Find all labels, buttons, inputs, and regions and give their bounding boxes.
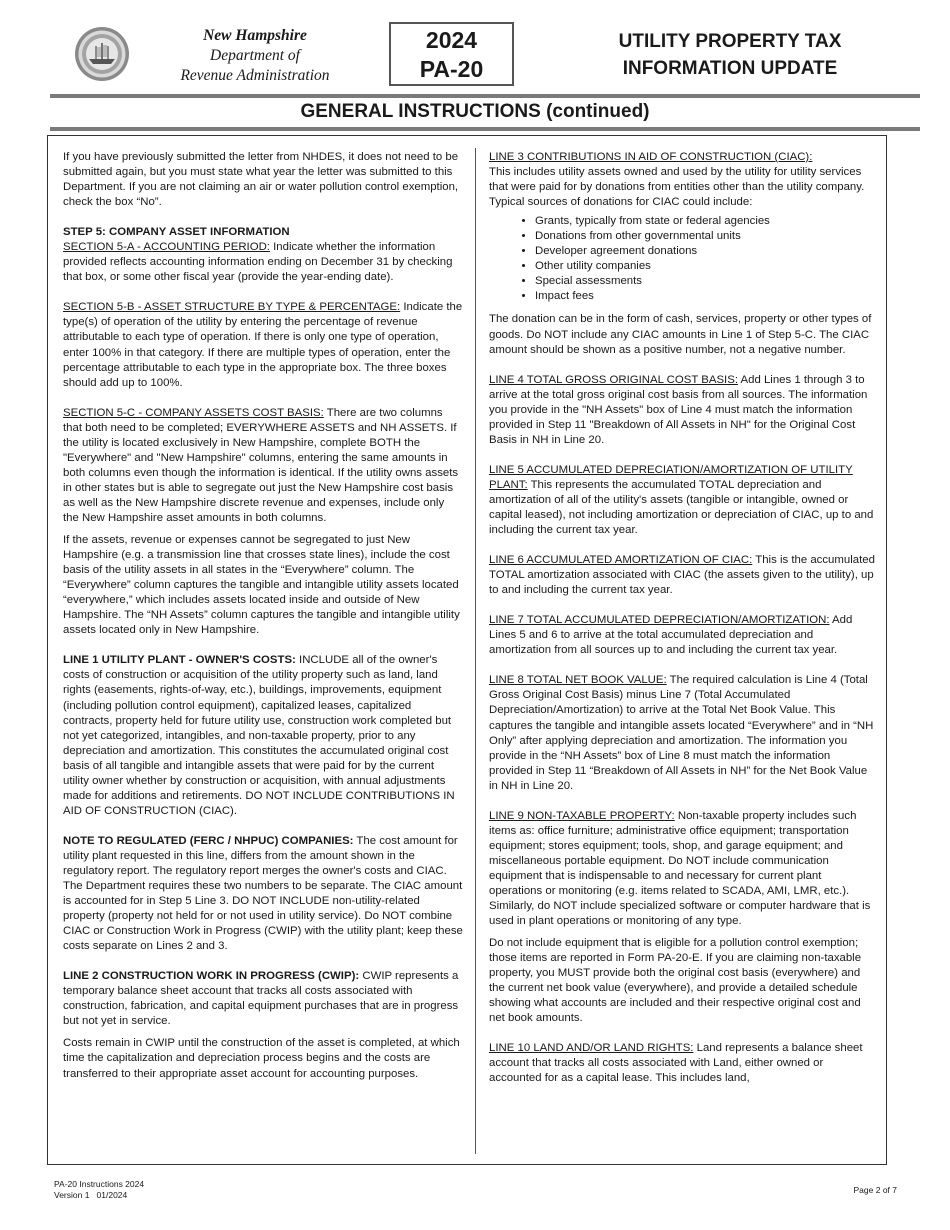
section-5a-heading: SECTION 5-A - ACCOUNTING PERIOD: (63, 241, 270, 254)
line9-text: Non-taxable property includes such items as: office furniture; administrative office equipment; transportation equipment; stores equipment; tools, shop, and garage equipment; and miscellaneous portable equipment. Do NOT include communication equipment that is indispensable to and necessary for current plant operations or monitoring (e.g. items related to SCADA, AMI, LMR, etc.). Similarly, do NOT include specialized software or computer hardware that is used in plant operations or monitoring of any type. (489, 809, 871, 928)
section-title: GENERAL INSTRUCTIONS (continued) (300, 101, 650, 122)
footer-left (54, 1179, 144, 1201)
header-rule-bottom (50, 127, 920, 131)
line3-section (489, 150, 875, 210)
section-5a-text: Indicate whether the information provided reflects accounting information ending on December 31 by checking that box, or some other fiscal year (provide the year-ending date). (63, 241, 453, 284)
line4-heading: LINE 4 TOTAL GROSS ORIGINAL COST BASIS: (489, 373, 738, 386)
line10-section (489, 1041, 875, 1086)
line8-text: The required calculation is Line 4 (Total Gross Original Cost Basis) minus Line 7 (Total Accumulated Depreciation/Amortization) to arrive at the Total Net Book Value. This captures the tangible and intangible assets located “Everywhere” and in “NH Only” after applying depreciation and amortization. The information you provide in the “NH Assets” box of Line 8 must match the information provided in Step 11 “Breakdown of All Assets in NH” for the Net Book Value in NH in Line 20. (489, 674, 874, 792)
regulated-note-text: The cost amount for utility plant requested in this line, differs from the amount shown in the regulatory report. The regulatory report merges the owner's costs and CIAC. The Department requires these two numbers to be separate. The CIAC amount is accounted for in Step 5 Line 3. DO NOT INCLUDE non-utility-related property (property not held for or not used in utility service). Do NOT combine CIAC or Construction Work in Progress (CWIP) with the utility plant; keep these costs separate on Lines 2 and 3. (63, 834, 463, 953)
line7-section (489, 613, 875, 658)
line2-heading: LINE 2 CONSTRUCTION WORK IN PROGRESS (CWIP): (63, 970, 360, 983)
form-title-line1: UTILITY PROPERTY TAX (618, 31, 842, 52)
line6-text: This is the accumulated TOTAL amortization associated with CIAC (the assets given to the utility), up to and including the current tax year. (489, 554, 875, 597)
agency-department: Department of (210, 47, 300, 64)
section-5b-text: Indicate the type(s) of operation of the utility by entering the percentage of revenue attributable to each type of operation. If there is only one type of operation, enter 100% in that category. If there are multiple types of operation, enter the percentage attributable to each type in the appropriate box. The three boxes should add up to 100%. (63, 301, 463, 389)
list-item: • Developer agreement donations (535, 244, 875, 259)
list-item: • Grants, typically from state or federal agencies (535, 214, 875, 229)
section-5c-heading: SECTION 5-C - COMPANY ASSETS COST BASIS: (63, 406, 324, 419)
left-column (63, 150, 463, 1097)
column-divider (475, 148, 476, 1154)
regulated-note (63, 834, 463, 954)
section-5c-text: There are two columns that both need to be completed; EVERYWHERE ASSETS and NH ASSETS. If the utility is located exclusively in New Hampshire, complete BOTH the "Everywhere" and "New Hampshire" columns, entering the same amounts in both columns even though the information is identical. If the utility owns assets in other states but is able to segregate out just the New Hampshire cost basis as well as the New Hampshire discrete revenue and expenses, include only the New Hampshire asset amounts in both columns. (63, 406, 459, 524)
line8-section (489, 673, 875, 793)
line7-heading: LINE 7 TOTAL ACCUMULATED DEPRECIATION/AMORTIZATION: (489, 614, 830, 627)
list-item: • Donations from other governmental units (535, 229, 875, 244)
line10-heading: LINE 10 LAND AND/OR LAND RIGHTS: (489, 1042, 694, 1055)
agency-division: Revenue Administration (180, 67, 330, 84)
list-item: • Special assessments (535, 274, 875, 289)
section-5b (63, 300, 463, 390)
line6-section (489, 553, 875, 598)
line1-heading: LINE 1 UTILITY PLANT - OWNER'S COSTS: (63, 654, 296, 667)
pollution-control-paragraph: Do not include equipment that is eligible for a pollution control exemption; those items are reported in Form PA-20-E. If you are claiming non-taxable property, you MUST provide both the original cost basis (everywhere) and the current net book value (everywhere), and provide a detailed schedule showing what accounts are included and their respective original cost and net book amounts. (489, 937, 862, 1025)
form-title-line2: INFORMATION UPDATE (622, 58, 838, 79)
line2-text: CWIP represents a temporary balance sheet account that tracks all costs associated with construction, fabrication, and capital equipment purchases that are in progress but not yet in service. (63, 970, 459, 1028)
form-number: PA-20 (419, 56, 484, 82)
line9-heading: LINE 9 NON-TAXABLE PROPERTY: (489, 809, 675, 822)
line3-text: This includes utility assets owned and used by the utility for utility services that were paid for by donations from entities other than the utility company. Typical sources of donations for CIAC could include: (489, 166, 865, 209)
segregation-paragraph: If the assets, revenue or expenses cannot be segregated to just New Hampshire (e.g. a transmission line that crosses state lines), include the cost basis of the utility assets in all states in the “Everywhere” column. The “Everywhere” column captures the tangible and intangible utility assets located “everywhere,” which includes assets located inside and outside of New Hampshire. The “NH Assets” column captures the tangible and intangible utility assets located only in New Hampshire. (63, 534, 460, 637)
footer-version: Version 1 01/2024 (54, 1190, 128, 1200)
list-item: • Impact fees (535, 289, 875, 304)
line4-text: Add Lines 1 through 3 to arrive at the total gross original cost basis from all sources. The information you provide in the "NH Assets" box of Line 4 must match the information provided in Step 11 "Breakdown of All Assets in NH" for the Original Cost Basis in NH in Line 20. (489, 373, 868, 446)
line2-section (63, 969, 463, 1029)
line5-text: This represents the accumulated TOTAL depreciation and amortization of all of the utility's assets (tangible or intangible, owned or capital leased), not including amortization or depreciation of CIAC, up to and including the current tax year. (489, 478, 874, 537)
form-year: 2024 (425, 27, 478, 53)
line4-section (489, 373, 875, 448)
footer-page-number: Page 2 of 7 (853, 1185, 897, 1195)
footer-form-ref: PA-20 Instructions 2024 (54, 1179, 145, 1189)
line10-text: Land represents a balance sheet account that tracks all costs associated with Land, either owned or accounted for as a capital lease. This includes land, (489, 1042, 863, 1085)
line5-heading: LINE 5 ACCUMULATED DEPRECIATION/AMORTIZATION OF UTILITY PLANT: (489, 463, 853, 491)
cwip-costs-paragraph: Costs remain in CWIP until the construction of the asset is completed, at which time the capitalization and depreciation process begins and the costs are transferred to their appropriate asset account for accounting purposes. (63, 1037, 460, 1080)
ciac-sources-list (489, 214, 875, 304)
line8-heading: LINE 8 TOTAL NET BOOK VALUE: (489, 674, 667, 687)
line5-section (489, 463, 875, 538)
form-title (570, 28, 890, 82)
step5-section (63, 225, 463, 285)
agency-state: New Hampshire (203, 27, 307, 44)
section-5c (63, 406, 463, 526)
list-item: • Other utility companies (535, 259, 875, 274)
line9-section (489, 809, 875, 929)
regulated-note-heading: NOTE TO REGULATED (FERC / NHPUC) COMPANIES: (63, 834, 354, 847)
nh-state-seal-icon (74, 26, 130, 82)
agency-name (150, 26, 360, 86)
right-column (489, 150, 875, 1102)
donation-paragraph: The donation can be in the form of cash, services, property or other types of goods. Do NOT include any CIAC amounts in Line 1 of Step 5-C. The CIAC amount should be shown as a positive number, not a negative number. (489, 313, 872, 356)
line3-heading: LINE 3 CONTRIBUTIONS IN AID OF CONSTRUCTION (CIAC): (489, 151, 813, 163)
step5-heading: STEP 5: COMPANY ASSET INFORMATION (63, 226, 290, 239)
form-id-box (389, 22, 514, 86)
line7-text: Add Lines 5 and 6 to arrive at the total accumulated depreciation and amortization from all sources up to and including the current tax year. (489, 614, 853, 657)
line1-section (63, 653, 463, 819)
nhdes-letter-paragraph: If you have previously submitted the letter from NHDES, it does not need to be submitted again, but you must state what year the letter was submitted to this Department. If you are not claiming an air or water pollution control exemption, check the box “No”. (63, 151, 459, 209)
section-5b-heading: SECTION 5-B - ASSET STRUCTURE BY TYPE & PERCENTAGE: (63, 301, 401, 314)
line1-text: INCLUDE all of the owner's costs of construction or acquisition of the utility property such as land, land rights (easements, rights-of-way, etc.), buildings, improvements, equipment (including pollution control equipment), capitalized leases, capitalized contracts, property held for future utility use, construction work completed but not yet categorized, intangibles, and non-taxable property, prior to any depreciation and amortization. This constitutes the accumulated original cost basis of all tangible and intangible assets that were paid for by the current utility owner whether by construction or acquisition, with annual adjustments made for additions and retirements. DO NOT INCLUDE CONTRIBUTIONS IN AID OF CONSTRUCTION (CIAC). (63, 654, 455, 817)
line6-heading: LINE 6 ACCUMULATED AMORTIZATION OF CIAC: (489, 554, 753, 567)
